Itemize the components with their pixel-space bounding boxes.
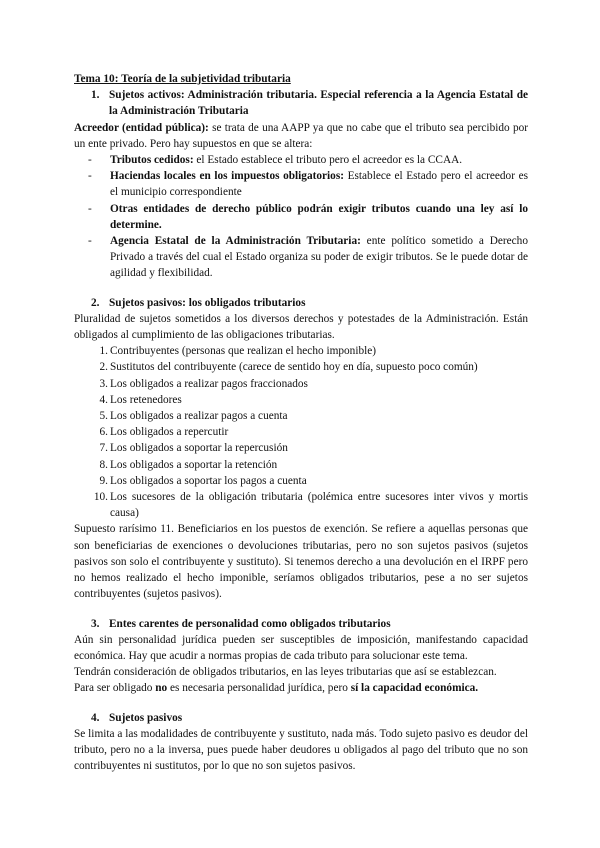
- section-4-paragraph: Se limita a las modalidades de contribuyente y sustituto, nada más. Todo sujeto pasivo es deudor del tributo, pero no a la inversa, pues puede haber deudores u obligados al pago del tributo que no son contribuyentes ni sustitutos, por lo que no son sujetos pasivos.: [74, 727, 528, 773]
- list-item-number: 6.: [99, 426, 108, 439]
- list-item-text: Los sucesores de la obligación tributaria (polémica entre sucesores inter vivos y mortis causa): [110, 491, 528, 520]
- section-number: 1.: [91, 89, 100, 102]
- list-item-text: Los obligados a realizar pagos fraccionados: [110, 377, 308, 390]
- creditor-paragraph: [74, 120, 528, 152]
- section-3-paragraph: Tendrán consideración de obligados tributarios, en las leyes tributarias que así se establezcan.: [74, 666, 497, 679]
- bullet-term: Tributos cedidos:: [110, 154, 194, 167]
- list-item-text: Sustitutos del contribuyente (carece de sentido hoy en día, supuesto poco común): [110, 361, 478, 374]
- bullet-text: [110, 168, 528, 200]
- bullet-dash: -: [88, 202, 92, 215]
- list-item-text: Los obligados a soportar los pagos a cuenta: [110, 474, 307, 487]
- section-title: Sujetos pasivos: los obligados tributarios: [109, 296, 306, 309]
- bullet-item: [74, 201, 528, 233]
- section-number: 3.: [91, 617, 100, 630]
- list-item: [74, 457, 528, 473]
- bullet-text: [110, 152, 528, 168]
- bullet-dash: -: [88, 235, 92, 248]
- section-2-note: Supuesto rarísimo 11. Beneficiarios en los puestos de exención. Se refiere a aquellas personas que son beneficiarias de exenciones o devoluciones tributarias, pero no son sujetos pasivos (sujetos pasivos son solo el contribuyente y sustituto). Si tenemos derecho a una devolución en el IRPF pero no hemos realizado el hecho imponible, seríamos obligados tributarios, pese a no ser sujetos contribuyentes (sujetos pasivos).: [74, 523, 528, 601]
- obligated-list: [74, 343, 528, 521]
- spacer: [74, 697, 528, 710]
- list-item-number: 2.: [99, 361, 108, 374]
- page-title: Tema 10: Teoría de la subjetividad tributaria: [74, 73, 291, 85]
- list-item-text: Los obligados a soportar la repercusión: [110, 442, 288, 455]
- bullet-dash: -: [88, 154, 92, 167]
- bullet-desc: el Estado establece el tributo pero el acreedor es la CCAA.: [193, 154, 463, 167]
- list-item: [74, 424, 528, 440]
- list-item: [74, 359, 528, 375]
- list-item-number: 9.: [99, 474, 108, 487]
- section-3-paragraph: [74, 680, 528, 696]
- list-item-number: 4.: [99, 393, 108, 406]
- list-item: [74, 392, 528, 408]
- text-run: Para ser obligado: [74, 682, 156, 695]
- section-number: 2.: [91, 296, 100, 309]
- section-title: Sujetos activos: Administración tributaria. Especial referencia a la Agencia Estatal de la Administración Tributaria: [109, 89, 528, 118]
- creditor-text: se trata de una AAPP ya que no cabe que el tributo sea percibido por un ente privado. Pero hay supuestos en que se altera:: [74, 121, 528, 150]
- section-4-heading: [74, 710, 528, 726]
- list-item-number: 10.: [93, 491, 108, 504]
- list-item: [74, 473, 528, 489]
- list-item-text: Contribuyentes (personas que realizan el hecho imponible): [110, 345, 377, 358]
- text-run: es necesaria personalidad jurídica, pero: [167, 682, 351, 695]
- list-item-text: Los obligados a repercutir: [110, 426, 229, 439]
- spacer: [74, 603, 528, 616]
- bullet-dash: -: [88, 170, 92, 183]
- spacer: [74, 282, 528, 295]
- list-item-number: 8.: [99, 458, 108, 471]
- list-item: [74, 343, 528, 359]
- section-1-heading: [74, 87, 528, 119]
- section-number: 4.: [91, 711, 100, 724]
- section-3-heading: [74, 616, 528, 632]
- bullet-item: [74, 233, 528, 282]
- list-item: [74, 440, 528, 456]
- section-3-paragraph: Aún sin personalidad jurídica pueden ser susceptibles de imposición, manifestando capacidad económica. Hay que acudir a normas propias de cada tributo para solucionar este tema.: [74, 633, 528, 662]
- bullet-term: Otras entidades de derecho público podrán exigir tributos cuando una ley así lo determine.: [110, 202, 528, 231]
- section-2-intro: Pluralidad de sujetos sometidos a los diversos derechos y potestades de la Administración. Están obligados al cumplimiento de las obligaciones tributarias.: [74, 312, 528, 342]
- list-item-number: 3.: [99, 377, 108, 390]
- list-item: [74, 376, 528, 392]
- list-item-number: 1.: [99, 345, 108, 358]
- bullet-term: Agencia Estatal de la Administración Tributaria:: [110, 235, 361, 248]
- list-item-text: Los obligados a realizar pagos a cuenta: [110, 410, 288, 423]
- bullet-term: Haciendas locales en los impuestos obligatorios:: [110, 170, 344, 183]
- bullet-text: [110, 233, 528, 282]
- list-item-text: Los retenedores: [110, 393, 182, 406]
- list-item: [74, 489, 528, 521]
- emphasis: sí la capacidad económica.: [350, 682, 479, 695]
- list-item-text: Los obligados a soportar la retención: [110, 458, 278, 471]
- section-2-heading: [74, 295, 528, 311]
- section-title: Entes carentes de personalidad como obligados tributarios: [109, 617, 391, 630]
- emphasis: no: [155, 682, 168, 695]
- list-item: [74, 408, 528, 424]
- list-item-number: 5.: [99, 410, 108, 423]
- document-body: [74, 71, 528, 774]
- bullet-desc: ente político sometido a Derecho Privado a través del cual el Estado organiza su poder de exigir tributos. Se le puede dotar de agilidad y flexibilidad.: [110, 235, 528, 280]
- bullet-text: [110, 201, 528, 233]
- section-title: Sujetos pasivos: [109, 711, 183, 724]
- list-item-number: 7.: [99, 442, 108, 455]
- bullet-item: [74, 168, 528, 200]
- creditor-term: Acreedor (entidad pública):: [74, 121, 209, 134]
- bullet-item: [74, 152, 528, 168]
- bullet-desc: Establece el Estado pero el acreedor es el municipio correspondiente: [110, 170, 528, 199]
